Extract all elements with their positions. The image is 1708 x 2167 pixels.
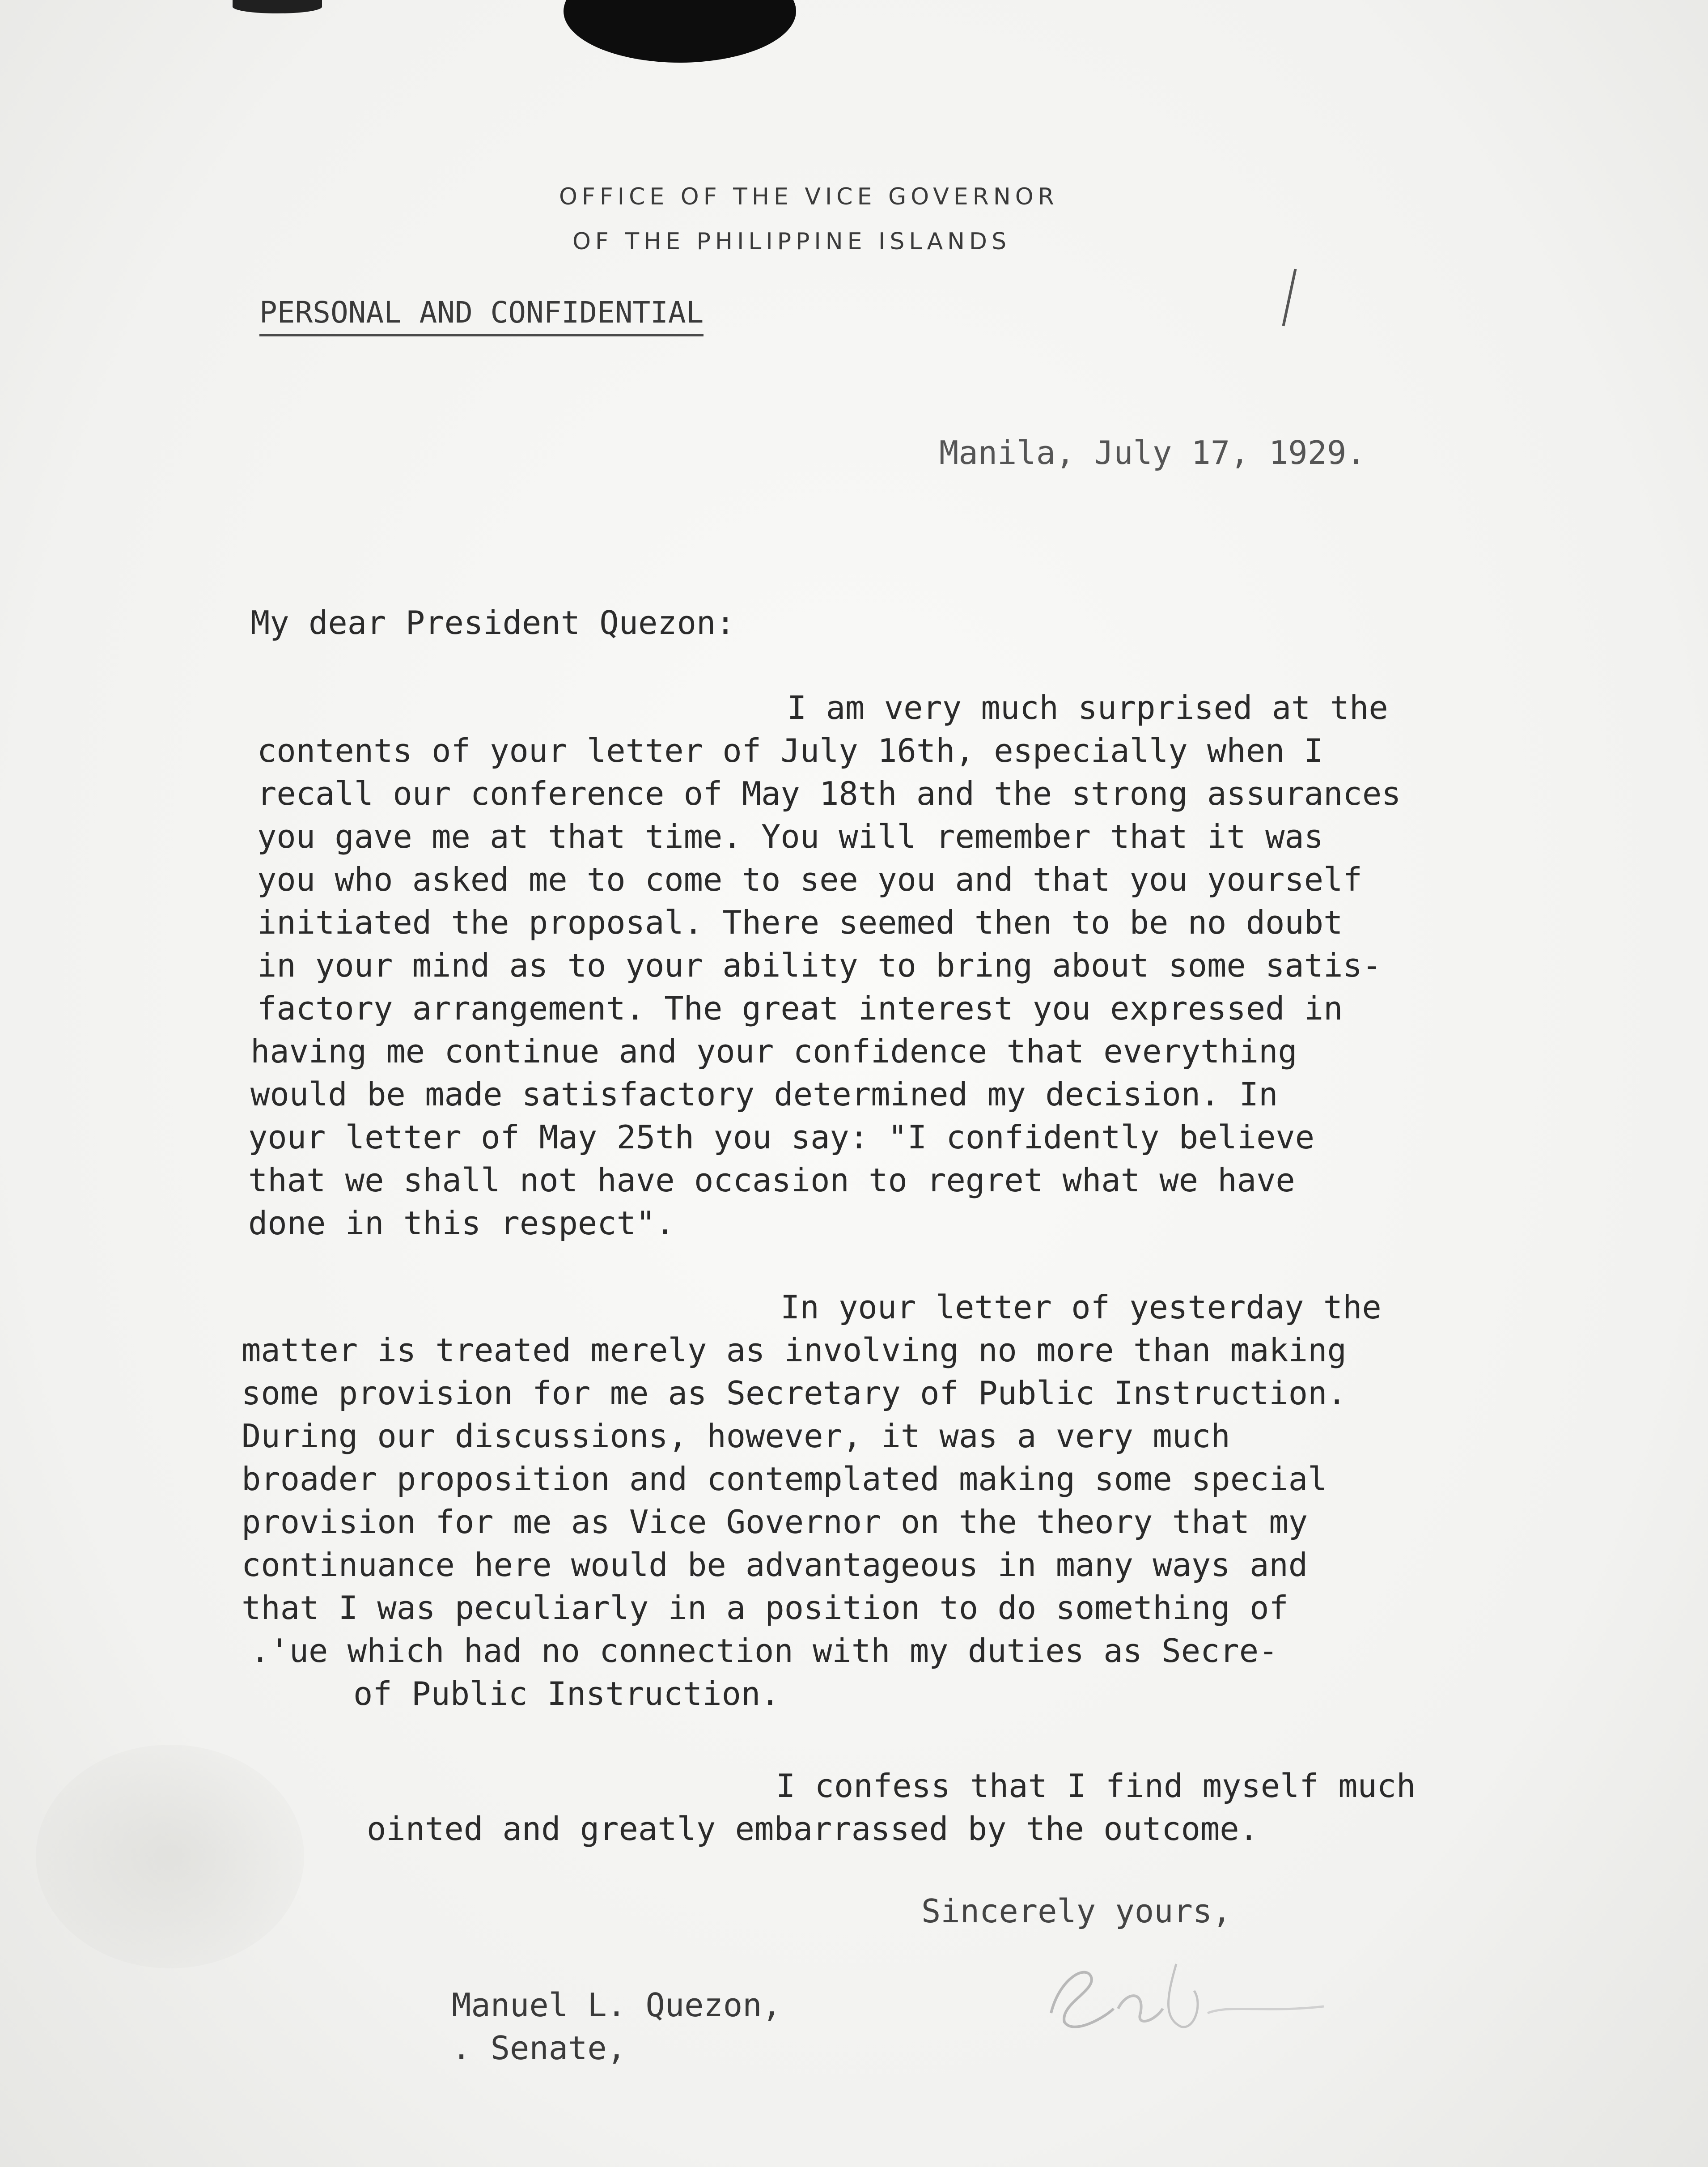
text-line: some provision for me as Secretary of Public Instruction. — [242, 1374, 1347, 1412]
text-line: your letter of May 25th you say: "I confidently believe — [248, 1118, 1315, 1156]
salutation: My dear President Quezon: — [250, 604, 735, 642]
text-line: factory arrangement. The great interest you expressed in — [257, 990, 1343, 1027]
paper-stain — [36, 1745, 304, 1968]
addressee-line: . Senate, — [452, 2029, 627, 2067]
addressee-name: Manuel L. Quezon, — [452, 1986, 781, 2024]
text-line: broader proposition and contemplated making some special — [242, 1460, 1327, 1498]
ink-smudge — [233, 0, 322, 13]
text-line: you gave me at that time. You will remember that it was — [257, 818, 1324, 855]
closing: Sincerely yours, — [921, 1892, 1232, 1930]
text-line: ointed and greatly embarrassed by the outcome. — [367, 1810, 1259, 1848]
letterhead-line-1: OFFICE OF THE VICE GOVERNOR — [559, 183, 1059, 210]
text-line: matter is treated merely as involving no more than making — [242, 1331, 1347, 1369]
handwritten-signature — [1033, 1937, 1346, 2040]
letter-date: Manila, July 17, 1929. — [939, 434, 1366, 472]
text-line: .'ue which had no connection with my duties as Secre- — [250, 1632, 1278, 1670]
text-line: having me continue and your confidence that everything — [250, 1033, 1297, 1070]
text-line: that we shall not have occasion to regret what we have — [248, 1161, 1295, 1199]
text-line: I am very much surprised at the — [787, 689, 1388, 727]
letterhead-line-2: OF THE PHILIPPINE ISLANDS — [572, 228, 1011, 255]
text-line: provision for me as Vice Governor on the theory that my — [242, 1503, 1308, 1541]
text-line: of Public Instruction. — [353, 1675, 780, 1712]
text-line: recall our conference of May 18th and the strong assurances — [257, 775, 1401, 812]
text-line: you who asked me to come to see you and that you yourself — [257, 861, 1362, 898]
text-line: continuance here would be advantageous in many ways and — [242, 1546, 1308, 1584]
text-line: would be made satisfactory determined my decision. In — [250, 1075, 1278, 1113]
text-line: In your letter of yesterday the — [780, 1288, 1382, 1326]
pen-mark — [1282, 269, 1297, 326]
ink-blot — [564, 0, 796, 63]
confidential-heading: PERSONAL AND CONFIDENTIAL — [259, 295, 704, 336]
text-line: that I was peculiarly in a position to do something of — [242, 1589, 1288, 1627]
text-line: I confess that I find myself much — [776, 1767, 1416, 1805]
text-line: done in this respect". — [248, 1204, 675, 1242]
text-line: in your mind as to your ability to bring about some satis- — [257, 947, 1382, 984]
text-line: initiated the proposal. There seemed then to be no doubt — [257, 904, 1343, 941]
text-line: contents of your letter of July 16th, especially when I — [257, 732, 1324, 769]
text-line: During our discussions, however, it was a very much — [242, 1417, 1230, 1455]
